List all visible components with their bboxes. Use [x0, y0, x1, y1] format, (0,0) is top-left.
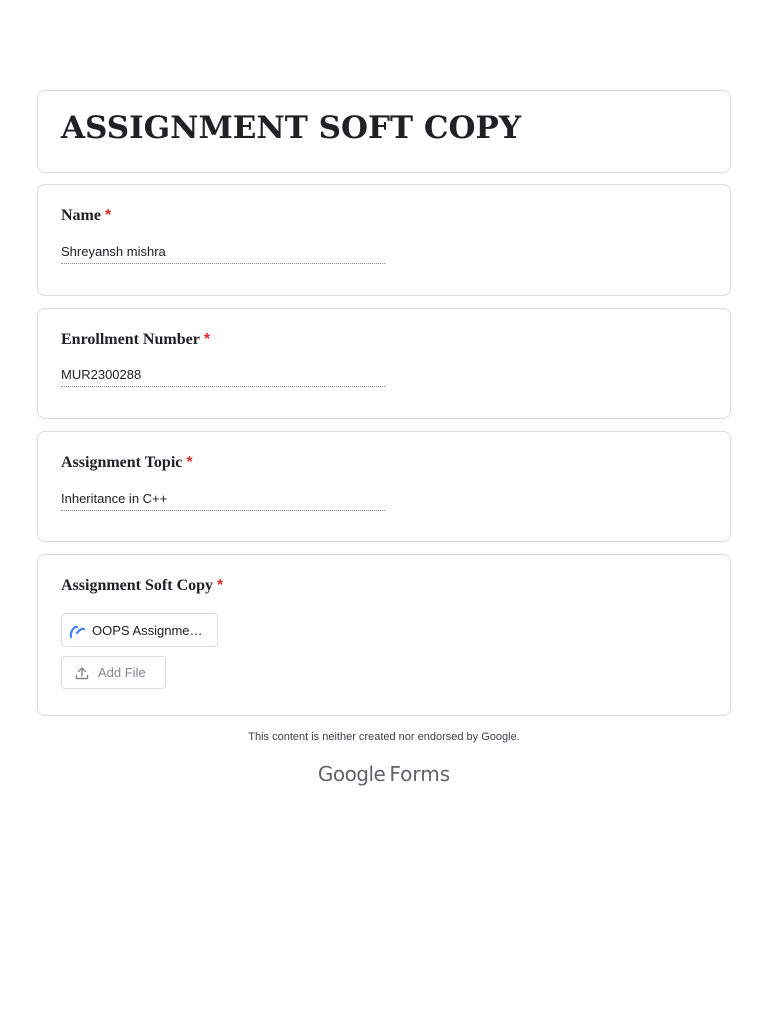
logo-google-text: Google — [317, 762, 386, 786]
question-title: Enrollment Number — [61, 331, 200, 348]
uploaded-file-chip[interactable] — [61, 613, 218, 647]
question-title: Name — [61, 207, 101, 224]
google-forms-logo[interactable] — [0, 760, 768, 788]
question-card-upload — [37, 554, 731, 716]
required-asterisk: * — [217, 577, 224, 594]
form-title-card — [37, 90, 731, 173]
question-title: Assignment Soft Copy — [61, 577, 214, 594]
loading-spinner-icon — [66, 619, 88, 641]
question-label — [61, 329, 210, 351]
question-card-topic — [37, 431, 731, 542]
file-name: OOPS Assignme… — [92, 622, 203, 638]
question-card-enrollment — [37, 308, 731, 419]
required-asterisk: * — [203, 331, 211, 348]
question-label — [61, 452, 193, 474]
topic-answer-field[interactable]: Inheritance in C++ — [61, 490, 385, 511]
question-label — [61, 575, 223, 597]
add-file-button[interactable] — [61, 656, 166, 689]
name-answer-field[interactable]: Shreyansh mishra — [61, 243, 385, 264]
add-file-label: Add File — [98, 665, 146, 680]
question-label — [61, 205, 111, 227]
upload-icon — [75, 666, 89, 680]
form-title: ASSIGNMENT SOFT COPY — [61, 110, 521, 146]
disclaimer-text: This content is neither created nor endorsed by Google. — [248, 731, 520, 743]
enrollment-answer-field[interactable]: MUR2300288 — [61, 366, 385, 387]
question-title: Assignment Topic — [61, 454, 183, 471]
required-asterisk: * — [186, 454, 193, 471]
logo-forms-text: Forms — [389, 762, 451, 786]
question-card-name — [37, 184, 731, 296]
required-asterisk: * — [104, 207, 112, 224]
